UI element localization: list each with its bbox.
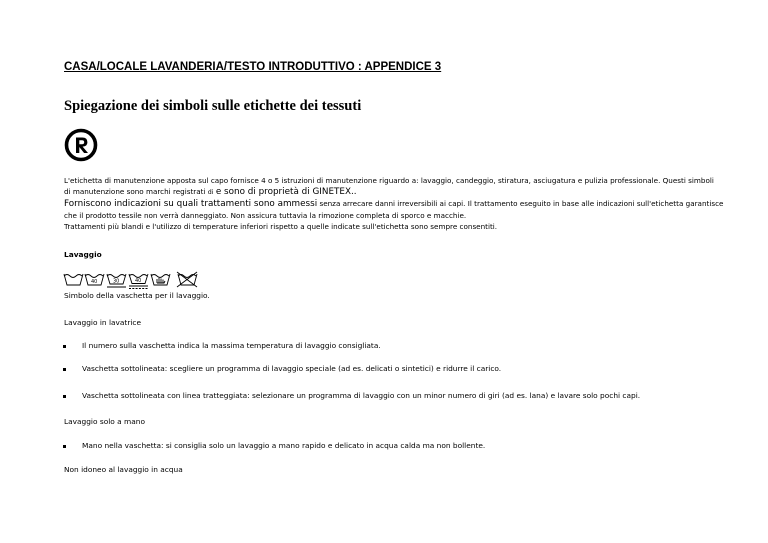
bullet-icon	[63, 445, 66, 448]
intro-line: di manutenzione sono marchi registrati di e sono di proprietà di GINETEX..	[64, 187, 357, 197]
list-item: Vaschetta sottolineata con linea tratteggiata: selezionare un programma di lavaggio con un minor numero di giri (ad es. lana) e lavare solo pochi capi.	[82, 391, 641, 400]
washtub-30-label: 30	[113, 278, 120, 285]
do-not-wash-icon	[177, 272, 197, 287]
bullet-icon	[63, 345, 66, 348]
list-item: Vaschetta sottolineata: scegliere un programma di lavaggio speciale (ad es. delicati o sintetici) e ridurre il carico.	[82, 364, 502, 373]
intro-line: che il prodotto tessile non verrà danneggiato. Non assicura tuttavia la rimozione completa di sporco e macchie.	[64, 211, 467, 220]
list-item: Il numero sulla vaschetta indica la massima temperatura di lavaggio consigliata.	[82, 341, 381, 350]
intro-paragraph	[64, 175, 723, 232]
registered-trademark-icon	[64, 128, 98, 162]
washtub-icon	[64, 274, 83, 285]
intro-line: Trattamenti più blandi e l'utilizzo di temperature inferiori rispetto a quelle indicate sull'etichetta sono sempre consentiti.	[64, 222, 498, 231]
machine-wash-heading: Lavaggio in lavatrice	[64, 318, 142, 327]
intro-line: L'etichetta di manutenzione apposta sul capo fornisce 4 o 5 istruzioni di manutenzione riguardo a: lavaggio, candeggio, stiratura, asciugatura e pulizia professionale. Questi simboli	[64, 176, 714, 185]
bullet-icon	[63, 395, 66, 398]
washtub-40-double-underline-icon	[129, 274, 148, 289]
intro-line: Forniscono indicazioni su quali trattamenti sono ammessi senza arrecare danni irreversibili ai capi. Il trattamento eseguito in base alle indicazioni sull'etichetta garantisce	[64, 199, 724, 209]
washtub-40-icon	[85, 274, 104, 285]
page-title: Spiegazione dei simboli sulle etichette dei tessuti	[64, 98, 362, 114]
symbol-caption: Simbolo della vaschetta per il lavaggio.	[64, 291, 210, 300]
washing-symbols	[63, 270, 198, 290]
washtub-30-underline-icon	[107, 274, 126, 287]
no-water-wash-heading: Non idoneo al lavaggio in acqua	[64, 465, 183, 474]
list-item: Mano nella vaschetta: si consiglia solo un lavaggio a mano rapido e delicato in acqua calda ma non bollente.	[82, 441, 486, 450]
hand-wash-heading: Lavaggio solo a mano	[64, 417, 145, 426]
washtub-40b-label: 40	[135, 278, 142, 284]
washtub-40-label: 40	[91, 279, 98, 285]
document-header: CASA/LOCALE LAVANDERIA/TESTO INTRODUTTIVO : APPENDICE 3	[64, 61, 442, 73]
bullet-icon	[63, 368, 66, 371]
section-heading-lavaggio: Lavaggio	[64, 250, 102, 259]
hand-wash-icon	[151, 274, 170, 285]
